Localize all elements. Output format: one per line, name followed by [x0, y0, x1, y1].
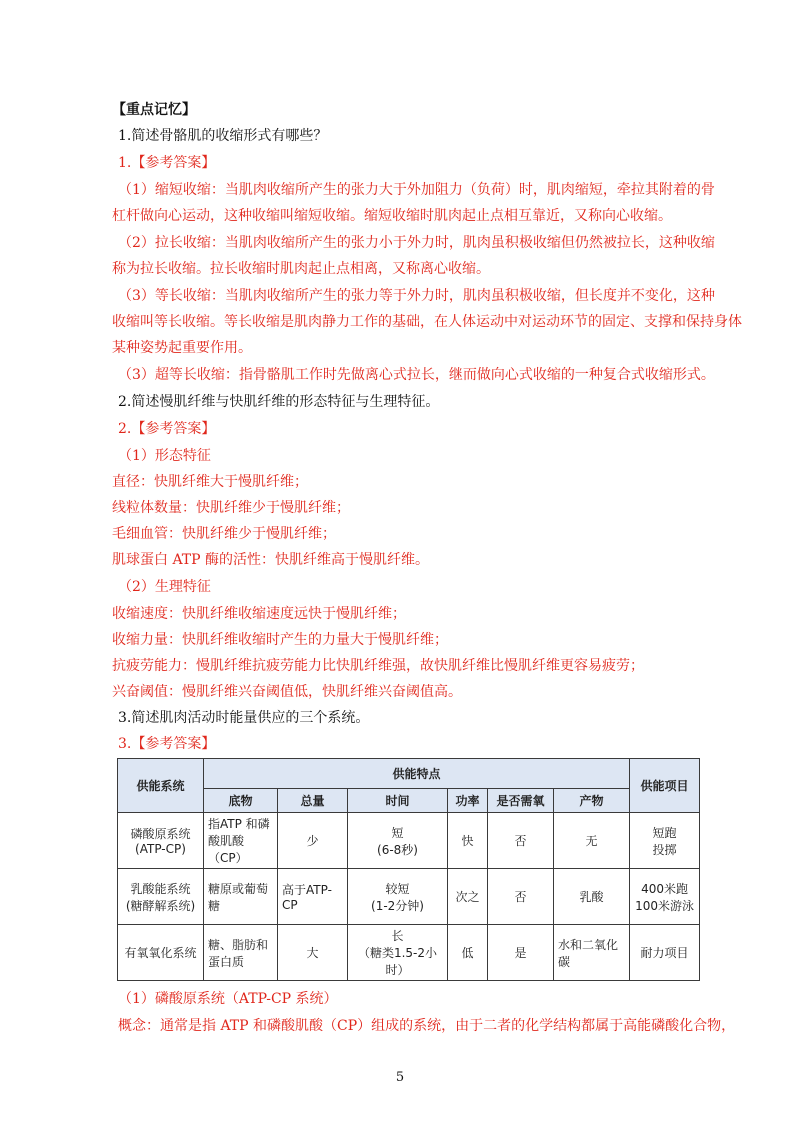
cell-oxygen: 否	[488, 869, 554, 925]
cell-oxygen: 是	[488, 925, 554, 981]
cell-project: 400米跑 100米游泳	[630, 869, 700, 925]
morph-item: 毛细血管：快肌纤维少于慢肌纤维；	[112, 526, 336, 542]
morph-item: 线粒体数量：快肌纤维少于慢肌纤维；	[112, 500, 350, 516]
concept-line: 概念：通常是指 ATP 和磷酸肌酸（CP）组成的系统，由于二者的化学结构都属于高能磷酸化合物，	[118, 1018, 736, 1034]
cell-time: 长 （糖类1.5-2小 时）	[348, 925, 448, 981]
cell-amount: 少	[278, 813, 348, 869]
cell-amount: 大	[278, 925, 348, 981]
cell-power: 快	[448, 813, 488, 869]
subheader-oxygen: 是否需氧	[488, 789, 554, 813]
phys-title: （2）生理特征	[118, 579, 211, 595]
table-row	[118, 869, 700, 925]
header-system: 供能系统	[118, 759, 204, 813]
answer-1-line: （2）拉长收缩：当肌肉收缩所产生的张力小于外力时，肌肉虽积极收缩但仍然被拉长，这种收缩	[118, 235, 715, 251]
answer-1-line: 收缩叫等长收缩。等长收缩是肌肉静力工作的基础，在人体运动中对运动环节的固定、支撑和保持身体	[112, 314, 742, 330]
cell-system: 磷酸原系统 (ATP-CP)	[118, 813, 204, 869]
subheader-time: 时间	[348, 789, 448, 813]
cell-product: 无	[554, 813, 630, 869]
page-number: 5	[395, 1070, 405, 1085]
answer-1-line: （1）缩短收缩：当肌肉收缩所产生的张力大于外加阻力（负荷）时，肌肉缩短，牵拉其附着的骨	[118, 182, 715, 198]
subsection-title: （1）磷酸原系统（ATP-CP 系统）	[118, 991, 338, 1007]
cell-project: 耐力项目	[630, 925, 700, 981]
answer-1-line: （3）超等长收缩：指骨骼肌工作时先做离心式拉长，继而做向心式收缩的一种复合式收缩形式。	[118, 367, 715, 383]
cell-time: 短 (6-8秒)	[348, 813, 448, 869]
morph-item: 直径：快肌纤维大于慢肌纤维；	[112, 474, 308, 490]
answer-1-line: 杠杆做向心运动，这种收缩叫缩短收缩。缩短收缩时肌肉起止点相互靠近，又称向心收缩。	[112, 208, 672, 224]
subheader-substrate: 底物	[204, 789, 278, 813]
subheader-product: 产物	[554, 789, 630, 813]
cell-substrate: 糖原或葡萄 糖	[204, 869, 278, 925]
cell-project: 短跑 投掷	[630, 813, 700, 869]
phys-item: 收缩速度：快肌纤维收缩速度远快于慢肌纤维；	[112, 606, 406, 622]
cell-amount: 高于ATP- CP	[278, 869, 348, 925]
cell-substrate: 糖、脂肪和 蛋白质	[204, 925, 278, 981]
table-row	[118, 813, 700, 869]
question-3: 3.简述肌肉活动时能量供应的三个系统。	[118, 710, 370, 726]
answer-1-line: 称为拉长收缩。拉长收缩时肌肉起止点相离，又称离心收缩。	[112, 261, 490, 277]
phys-item: 兴奋阈值：慢肌纤维兴奋阈值低，快肌纤维兴奋阈值高。	[112, 684, 462, 700]
morph-title: （1）形态特征	[118, 448, 211, 464]
phys-item: 抗疲劳能力：慢肌纤维抗疲劳能力比快肌纤维强，故快肌纤维比慢肌纤维更容易疲劳；	[112, 658, 644, 674]
cell-product: 水和二氧化 碳	[554, 925, 630, 981]
answer-1-line: 某种姿势起重要作用。	[112, 340, 252, 356]
header-features: 供能特点	[204, 759, 630, 789]
cell-system: 乳酸能系统 (糖酵解系统)	[118, 869, 204, 925]
cell-power: 次之	[448, 869, 488, 925]
question-2: 2.简述慢肌纤维与快肌纤维的形态特征与生理特征。	[118, 394, 440, 410]
cell-product: 乳酸	[554, 869, 630, 925]
cell-power: 低	[448, 925, 488, 981]
answer-2-label: 2.【参考答案】	[118, 421, 216, 437]
phys-item: 收缩力量：快肌纤维收缩时产生的力量大于慢肌纤维；	[112, 632, 448, 648]
section-heading: 【重点记忆】	[112, 102, 196, 118]
subheader-amount: 总量	[278, 789, 348, 813]
answer-3-label: 3.【参考答案】	[118, 736, 216, 752]
cell-time: 较短 (1-2分钟)	[348, 869, 448, 925]
subheader-power: 功率	[448, 789, 488, 813]
energy-system-table	[117, 758, 700, 981]
cell-substrate: 指ATP 和磷 酸肌酸 （CP）	[204, 813, 278, 869]
question-1: 1.简述骨骼肌的收缩形式有哪些？	[118, 128, 328, 144]
answer-1-label: 1.【参考答案】	[118, 155, 216, 171]
header-project: 供能项目	[630, 759, 700, 813]
table-row	[118, 925, 700, 981]
cell-system: 有氧氧化系统	[118, 925, 204, 981]
answer-1-line: （3）等长收缩：当肌肉收缩所产生的张力等于外力时，肌肉虽积极收缩，但长度并不变化，这种	[118, 288, 715, 304]
morph-item: 肌球蛋白 ATP 酶的活性：快肌纤维高于慢肌纤维。	[112, 552, 430, 568]
cell-oxygen: 否	[488, 813, 554, 869]
